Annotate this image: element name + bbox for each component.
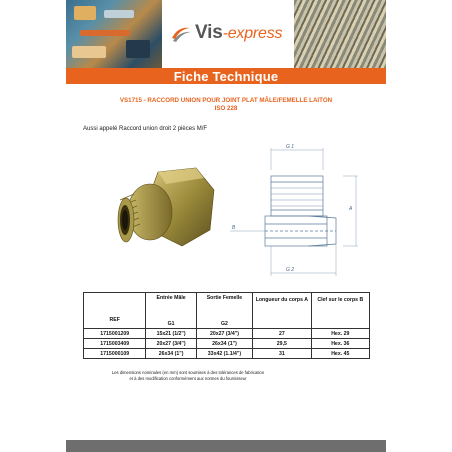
product-title-line2: ISO 228 — [214, 105, 238, 112]
cell-ref: 1715001209 — [84, 329, 146, 339]
table-row — [84, 349, 370, 359]
cell-b: Hex. 45 — [311, 349, 369, 359]
cell-g1: 20x27 (3/4") — [146, 339, 196, 349]
swoosh-icon — [170, 22, 192, 44]
technical-drawing — [228, 140, 363, 280]
logo-accent-text: -express — [222, 25, 283, 42]
label-g1: G 1 — [286, 144, 295, 150]
product-title — [66, 97, 386, 113]
product-title-line1: VS1715 - RACCORD UNION POUR JOINT PLAT MÂLE/FEMELLE LAITON — [119, 97, 333, 104]
cell-g2: 26x34 (1") — [196, 339, 252, 349]
footnote-line1: Les dimensions nominales (en mm) sont soumises à des tolérances de fabrication — [111, 370, 265, 375]
header-longueur: Longueur du corps A — [255, 296, 308, 303]
screws-photo — [294, 0, 386, 68]
cell-ref: 1715000109 — [84, 349, 146, 359]
cell-g1: 26x34 (1") — [146, 349, 196, 359]
cell-g2: 20x27 (3/4") — [196, 329, 252, 339]
cell-a: 31 — [253, 349, 311, 359]
cell-ref: 1715003409 — [84, 339, 146, 349]
header-entree-sub: G1 — [167, 320, 175, 327]
cell-b: Hex. 29 — [311, 329, 369, 339]
footer-bar — [66, 440, 386, 452]
fitting-photo — [110, 160, 220, 260]
fiche-technique-title: Fiche Technique — [173, 68, 279, 84]
header-sortie: Sortie Femelle — [206, 294, 243, 301]
header-ref: REF — [109, 316, 120, 323]
cell-b: Hex. 36 — [311, 339, 369, 349]
tools-photo — [66, 0, 162, 68]
cell-g1: 15x21 (1/2") — [146, 329, 196, 339]
table-row — [84, 329, 370, 339]
vis-express-logo — [170, 22, 282, 44]
product-alias: Aussi appelé Raccord union droit 2 pièces M/F — [83, 126, 208, 132]
table-row — [84, 339, 370, 349]
cell-a: 27 — [253, 329, 311, 339]
header-entree: Entrée Mâle — [156, 294, 186, 301]
header-sortie-sub: G2 — [221, 320, 228, 327]
footnote-line2: et à des modification conformément aux normes du fournisseur — [129, 375, 247, 381]
label-b: B — [232, 225, 236, 231]
header-banner — [66, 0, 386, 68]
label-g2: G 2 — [286, 267, 295, 273]
label-a: A — [349, 206, 353, 212]
logo-main-text: Vis — [195, 22, 223, 43]
header-clef: Clef sur le corps B — [317, 296, 364, 303]
specs-table — [83, 292, 370, 359]
cell-a: 29,5 — [253, 339, 311, 349]
cell-g2: 33x42 (1.1/4") — [196, 349, 252, 359]
footnote — [83, 370, 293, 381]
table-header-row — [84, 293, 370, 329]
fiche-technique-bar — [66, 68, 386, 84]
